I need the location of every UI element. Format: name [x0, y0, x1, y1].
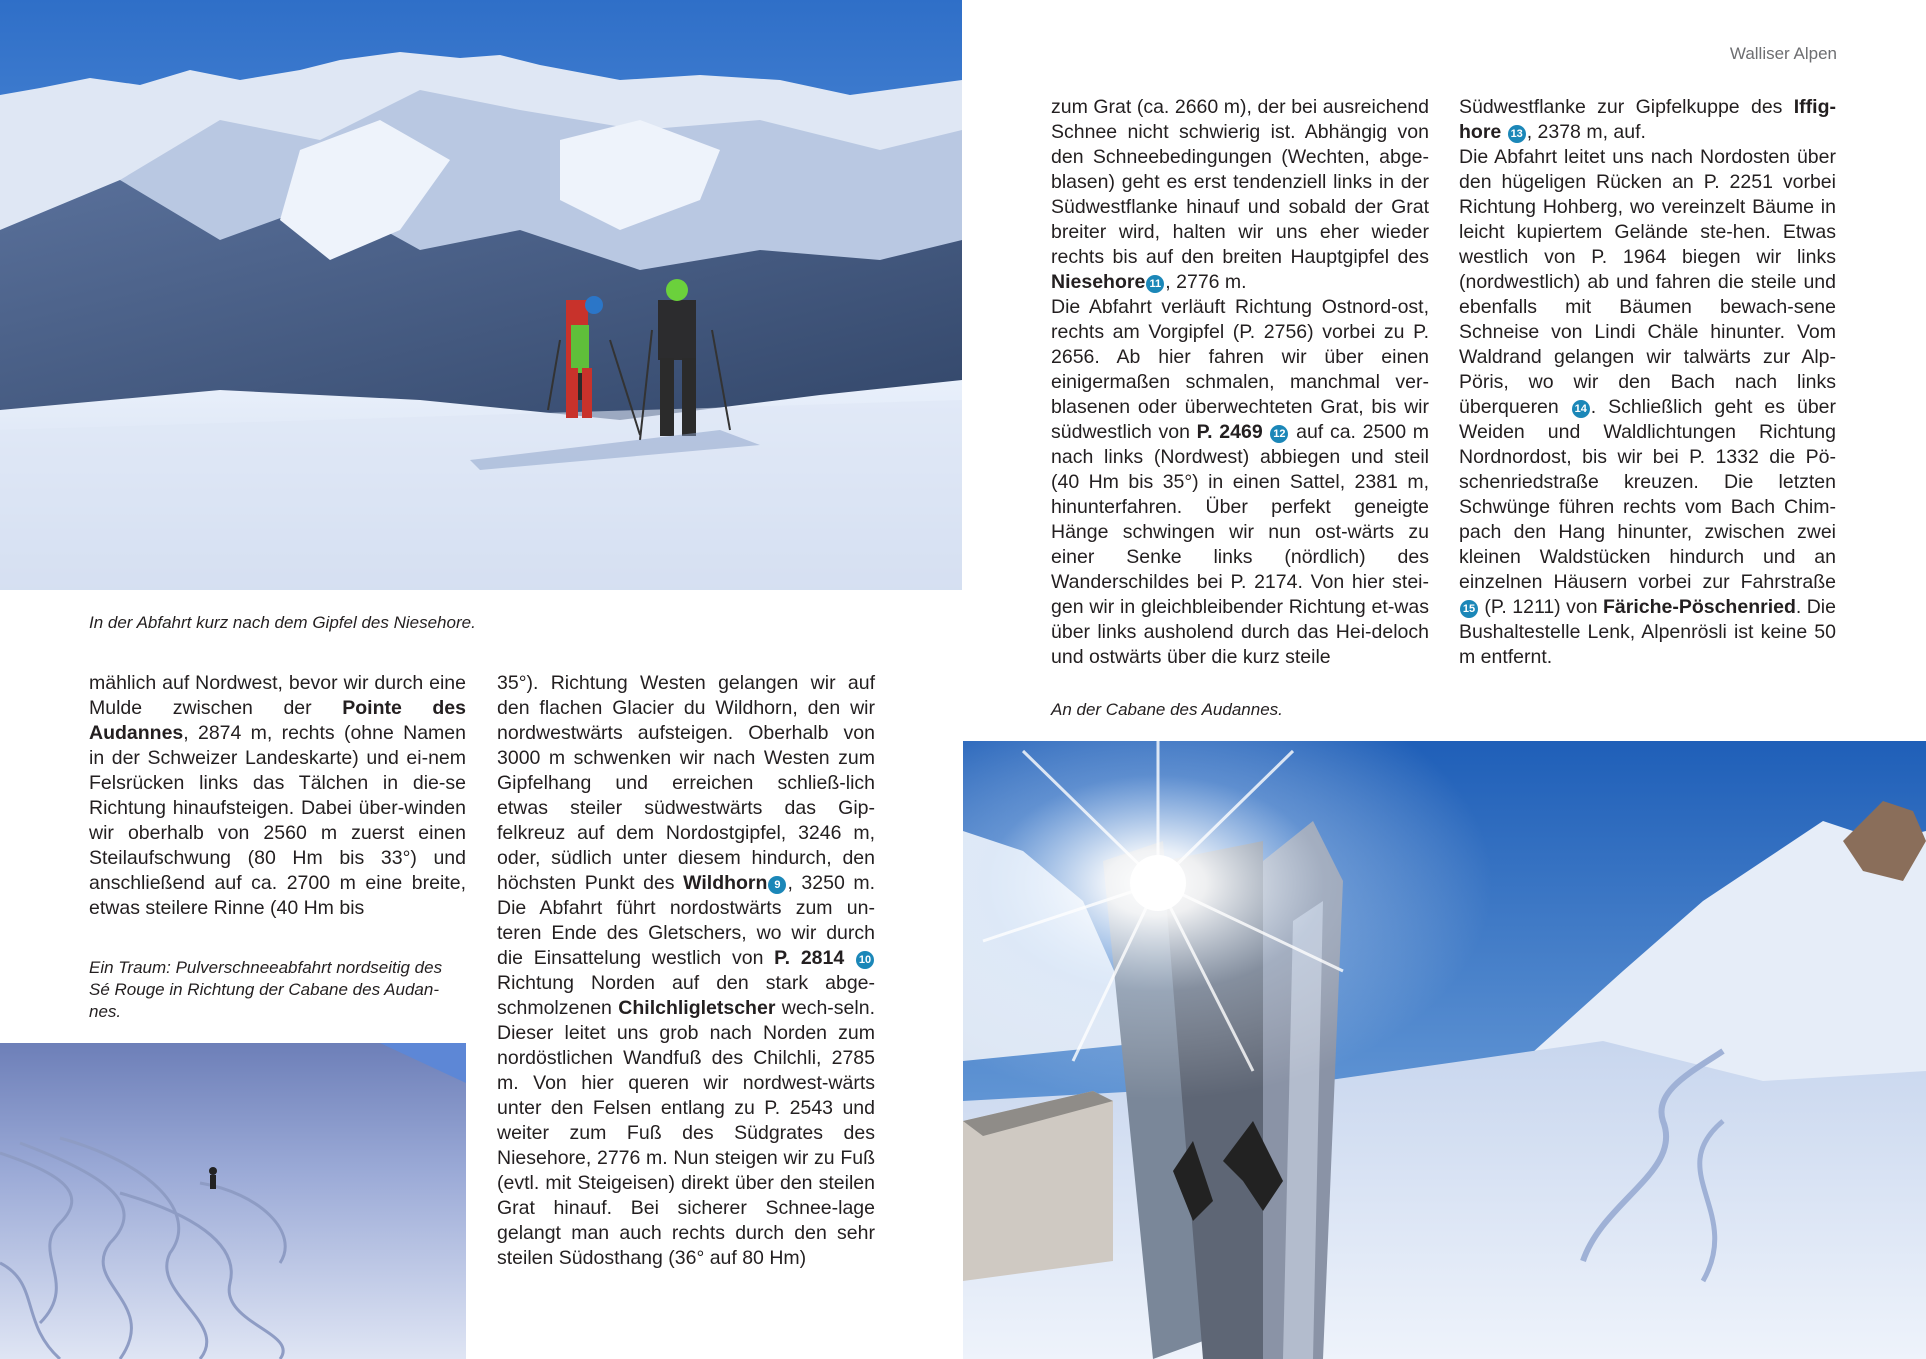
ski-tourers-photo	[0, 0, 962, 590]
col2-bold-wildhorn: Wildhorn	[683, 872, 768, 894]
col3-text-4: auf ca. 2500 m nach links (Nordwest) abbiegen und steil (40 Hm bis 35°) in einen Sattel, 2381 m, hinunterfahren. Über perfekt geneigte Hänge schwingen wir nun ost-wärts zu einer Senke links (nördlich) des Wanderschildes bei P. 2174. Von hier stei-gen wir in gleichbleibender Richtung et-was über links ausholend durch das Hei-deloch und ostwärts über die kurz steile	[1051, 421, 1430, 668]
col3-bold-p2469: P. 2469	[1196, 421, 1263, 443]
col1-text-1: mählich auf Nordwest, bevor wir durch eine Mulde zwischen der	[89, 672, 466, 719]
col4-text-3: Die Abfahrt leitet uns nach Nordosten über den hügeligen Rücken an P. 2251 vorbei Richtung Hohberg, wo vereinzelt Bäume in leicht kupiertem Gelände ste-hen. Etwas westlich von P. 1964 biegen wir links (nordwestlich) ab und fahren die steile und ebenfalls mit Bäumen bewach-sene Schneise von Lindi Chäle hinunter. Vom Waldrand gelangen wir talwärts zur Alp-Pöris, wo wir den Bach nach links überqueren	[1459, 146, 1836, 418]
text-column-2	[497, 671, 875, 1271]
waypoint-9-badge: 9	[768, 876, 786, 894]
col2-text-4: wech-seln. Dieser leitet uns grob nach Norden zum nordöstlichen Wandfuß des Chilchli, 2785 m. Von hier queren wir nordwest-wärts unter den Felsen entlang zu P. 2543 und weiter zum Fuß des Südgrates des Niesehore, 2776 m. Nun steigen wir zu Fuß (evtl. mit Steigeisen) direkt über den steilen Grat hinauf. Bei sicherer Schnee-lage gelangt man auch rechts durch den sehr steilen Südosthang (36° auf 80 Hm)	[497, 997, 875, 1269]
text-column-4	[1459, 95, 1836, 670]
col4-text-1: Südwestflanke zur Gipfelkuppe des	[1459, 96, 1794, 118]
col1-bold-1: Pointe des Audannes	[89, 697, 466, 744]
waypoint-10-badge: 10	[856, 951, 874, 969]
waypoint-14-badge: 14	[1572, 400, 1590, 418]
waypoint-15-badge: 15	[1460, 600, 1478, 618]
col3-text-3: Die Abfahrt verläuft Richtung Ostnord-ost, rechts am Vorgipfel (P. 2756) vorbei zu P. 2656. Ab hier fahren wir über einen einigermaßen schmalen, manchmal ver-blasenen oder überwechteten Grat, bis wir südwestlich von	[1051, 296, 1429, 443]
col1-text-2: , 2874 m, rechts (ohne Namen in der Schweizer Landeskarte) und ei-nem Felsrücken links das Tälchen in die-se Richtung hinaufsteigen. Dabei über-winden wir oberhalb von 2560 m zuerst einen Steilaufschwung (80 Hm bis 33°) und anschließend auf ca. 2700 m eine breite, etwas steilere Rinne (40 Hm bis	[89, 722, 466, 919]
text-column-1	[89, 671, 466, 921]
waypoint-11-badge: 11	[1146, 275, 1164, 293]
col4-text-5: (P. 1211) von	[1479, 596, 1603, 618]
col2-text-1: 35°). Richtung Westen gelangen wir auf den flachen Glacier du Wildhorn, den wir nordwestwärts aufsteigen. Oberhalb von 3000 m schwenken wir nach Westen zum Gipfelhang und erreichen schließ-lich etwas steiler südwestwärts das Gip-felkreuz auf dem Nordostgipfel, 3246 m, oder, südlich unter diesem hindurch, den höchsten Punkt des	[497, 672, 875, 894]
col4-text-2: , 2378 m, auf.	[1526, 121, 1646, 143]
waypoint-13-badge: 13	[1508, 125, 1526, 143]
col2-bold-p2814: P. 2814	[774, 947, 845, 969]
caption-top-photo: In der Abfahrt kurz nach dem Gipfel des Niesehore.	[89, 613, 476, 632]
section-header: Walliser Alpen	[1729, 44, 1837, 63]
skis-sun-photo	[963, 741, 1926, 1359]
col2-bold-chilchligletscher: Chilchligletscher	[618, 997, 776, 1019]
col2-text-3: Richtung Norden auf den stark abge-schmolzenen	[497, 972, 875, 1019]
col4-text-4: . Schließlich geht es über Weiden und Waldlichtungen Richtung Nordnordost, bis wir bei P. 1332 die Pö-schenriedstraße kreuzen. Die letzten Schwünge führen rechts vom Bach Chim-pach den Hang hinunter, zwischen zwei kleinen Waldstücken hindurch und an einzelnen Häusern vorbei zur Fahrstraße	[1459, 396, 1836, 593]
caption-left-photo: Ein Traum: Pulverschneeabfahrt nordseitig des Sé Rouge in Richtung der Cabane des Audan-nes.	[89, 958, 443, 1021]
col4-text-6: . Die Bushaltestelle Lenk, Alpenrösli ist keine 50 m entfernt.	[1459, 596, 1836, 668]
caption-right-photo: An der Cabane des Audannes.	[1051, 700, 1283, 719]
col3-text-2: , 2776 m.	[1165, 271, 1247, 293]
waypoint-12-badge: 12	[1270, 425, 1288, 443]
powder-tracks-photo	[0, 1043, 466, 1359]
col3-bold-niesehore: Niesehore	[1051, 271, 1146, 293]
col2-text-2: , 3250 m. Die Abfahrt führt nordostwärts zum un-teren Ende des Gletschers, wo wir durch die Einsattelung westlich von	[497, 872, 876, 969]
col4-bold-iffighore: Iffig-hore	[1459, 96, 1836, 143]
text-column-3	[1051, 95, 1429, 670]
col3-text-1: zum Grat (ca. 2660 m), der bei ausreichend Schnee nicht schwierig ist. Abhängig von den Schneebedingungen (Wechten, abge-blasen) geht es erst tendenziell links in der Südwestflanke hinauf und sobald der Grat breiter wird, halten wir uns eher wieder rechts bis auf den breiten Hauptgipfel des	[1051, 96, 1429, 268]
col4-bold-fariche: Färiche-Pöschenried	[1602, 596, 1796, 618]
